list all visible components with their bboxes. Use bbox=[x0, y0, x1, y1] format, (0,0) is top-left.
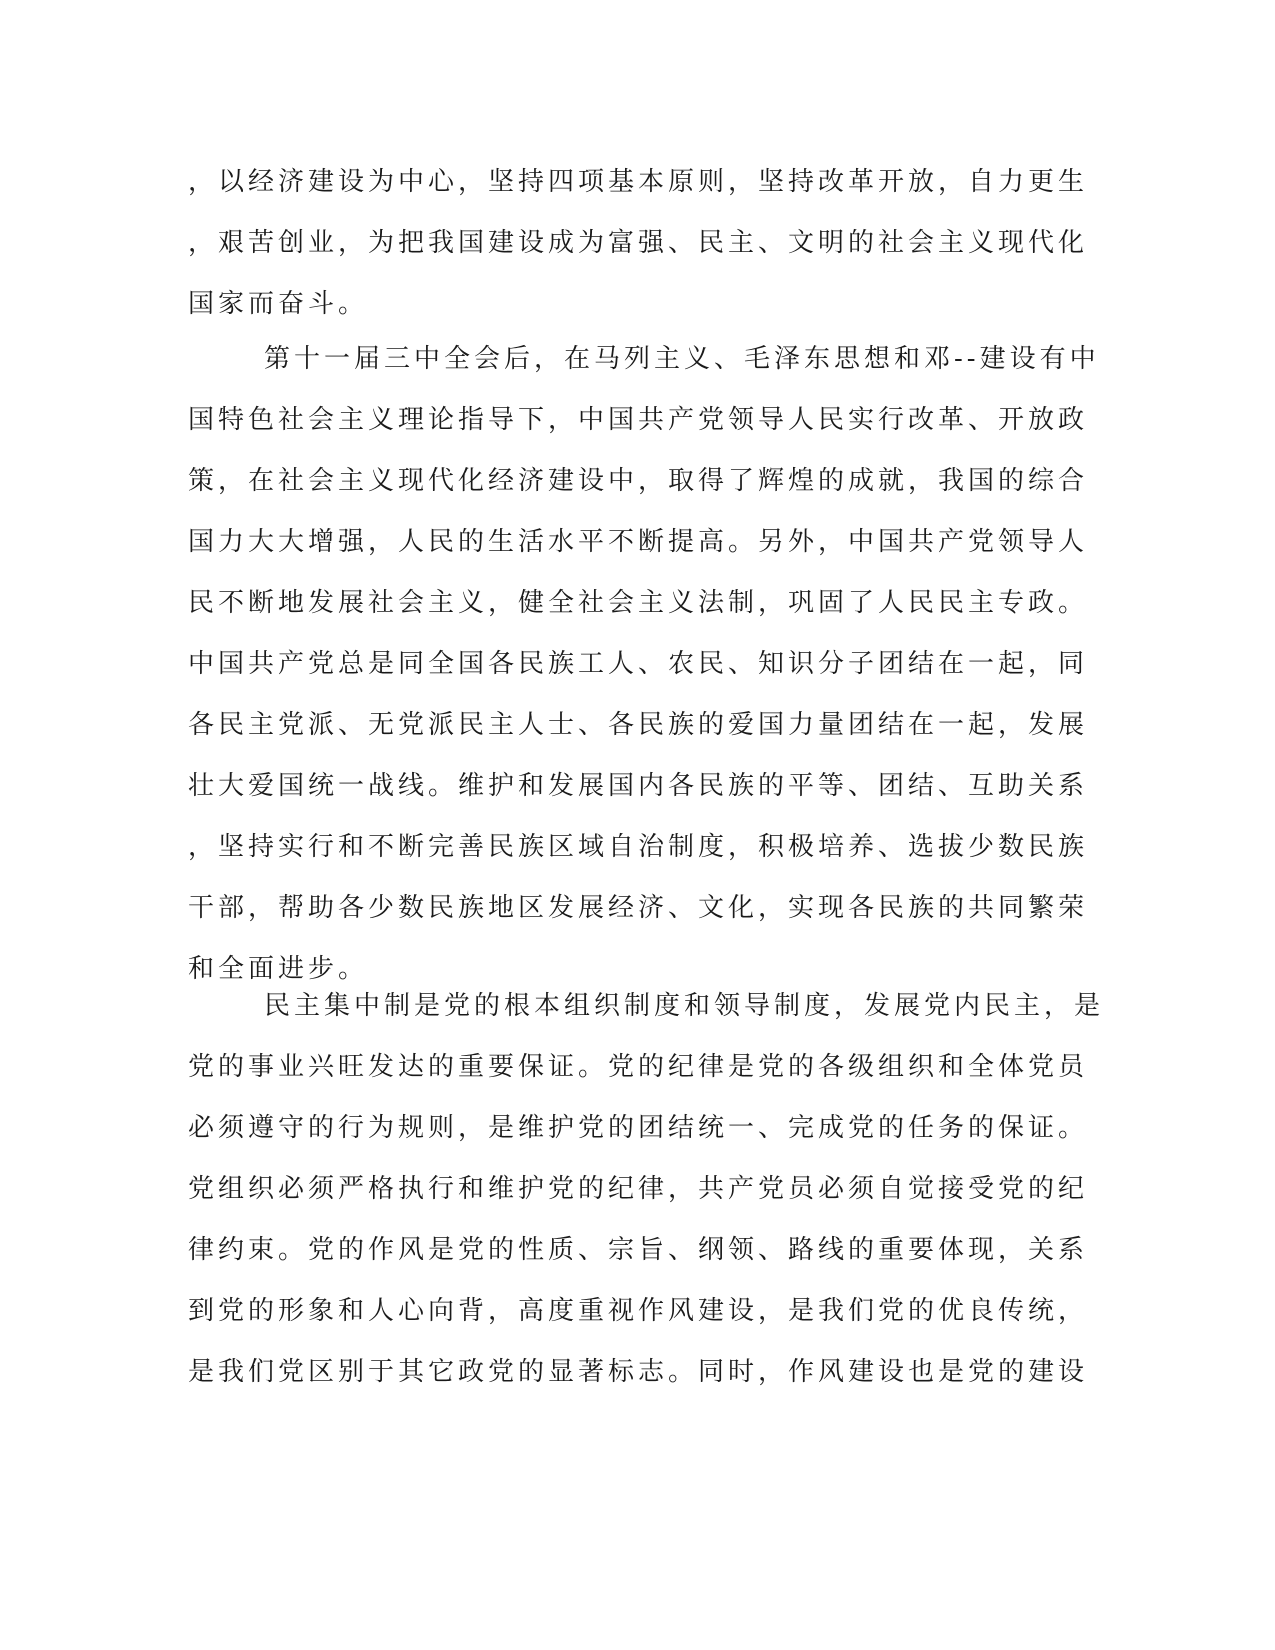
text-line: 第十一届三中全会后，在马列主义、毛泽东思想和邓--建设有中 bbox=[264, 344, 1100, 374]
text-line: 是我们党区别于其它政党的显著标志。同时，作风建设也是党的建设 bbox=[188, 1357, 1089, 1387]
text-line: 策，在社会主义现代化经济建设中，取得了辉煌的成就，我国的综合 bbox=[188, 466, 1089, 496]
paragraph-2 bbox=[188, 329, 1100, 1000]
text-line: 民主集中制是党的根本组织制度和领导制度，发展党内民主，是 bbox=[264, 991, 1105, 1021]
text-line: 国特色社会主义理论指导下，中国共产党领导人民实行改革、开放政 bbox=[188, 405, 1089, 435]
text-line: 国家而奋斗。 bbox=[188, 289, 369, 319]
text-line: 各民主党派、无党派民主人士、各民族的爱国力量团结在一起，发展 bbox=[188, 710, 1089, 740]
text-line: 中国共产党总是同全国各民族工人、农民、知识分子团结在一起，同 bbox=[188, 649, 1089, 679]
text-line: ，艰苦创业，为把我国建设成为富强、民主、文明的社会主义现代化 bbox=[188, 228, 1089, 258]
paragraph-1 bbox=[188, 152, 1089, 335]
text-line: 党的事业兴旺发达的重要保证。党的纪律是党的各级组织和全体党员 bbox=[188, 1052, 1089, 1082]
text-line: 和全面进步。 bbox=[188, 954, 369, 984]
text-line: 必须遵守的行为规则，是维护党的团结统一、完成党的任务的保证。 bbox=[188, 1113, 1089, 1143]
text-line: 国力大大增强，人民的生活水平不断提高。另外，中国共产党领导人 bbox=[188, 527, 1089, 557]
text-line: 律约束。党的作风是党的性质、宗旨、纲领、路线的重要体现，关系 bbox=[188, 1235, 1089, 1265]
text-line: 到党的形象和人心向背，高度重视作风建设，是我们党的优良传统， bbox=[188, 1296, 1089, 1326]
text-line: 壮大爱国统一战线。维护和发展国内各民族的平等、团结、互助关系 bbox=[188, 771, 1089, 801]
text-line: 党组织必须严格执行和维护党的纪律，共产党员必须自觉接受党的纪 bbox=[188, 1174, 1089, 1204]
text-line: 民不断地发展社会主义，健全社会主义法制，巩固了人民民主专政。 bbox=[188, 588, 1089, 618]
text-line: ，坚持实行和不断完善民族区域自治制度，积极培养、选拔少数民族 bbox=[188, 832, 1089, 862]
paragraph-3 bbox=[188, 976, 1105, 1403]
text-line: ，以经济建设为中心，坚持四项基本原则，坚持改革开放，自力更生 bbox=[188, 167, 1089, 197]
text-line: 干部，帮助各少数民族地区发展经济、文化，实现各民族的共同繁荣 bbox=[188, 893, 1089, 923]
